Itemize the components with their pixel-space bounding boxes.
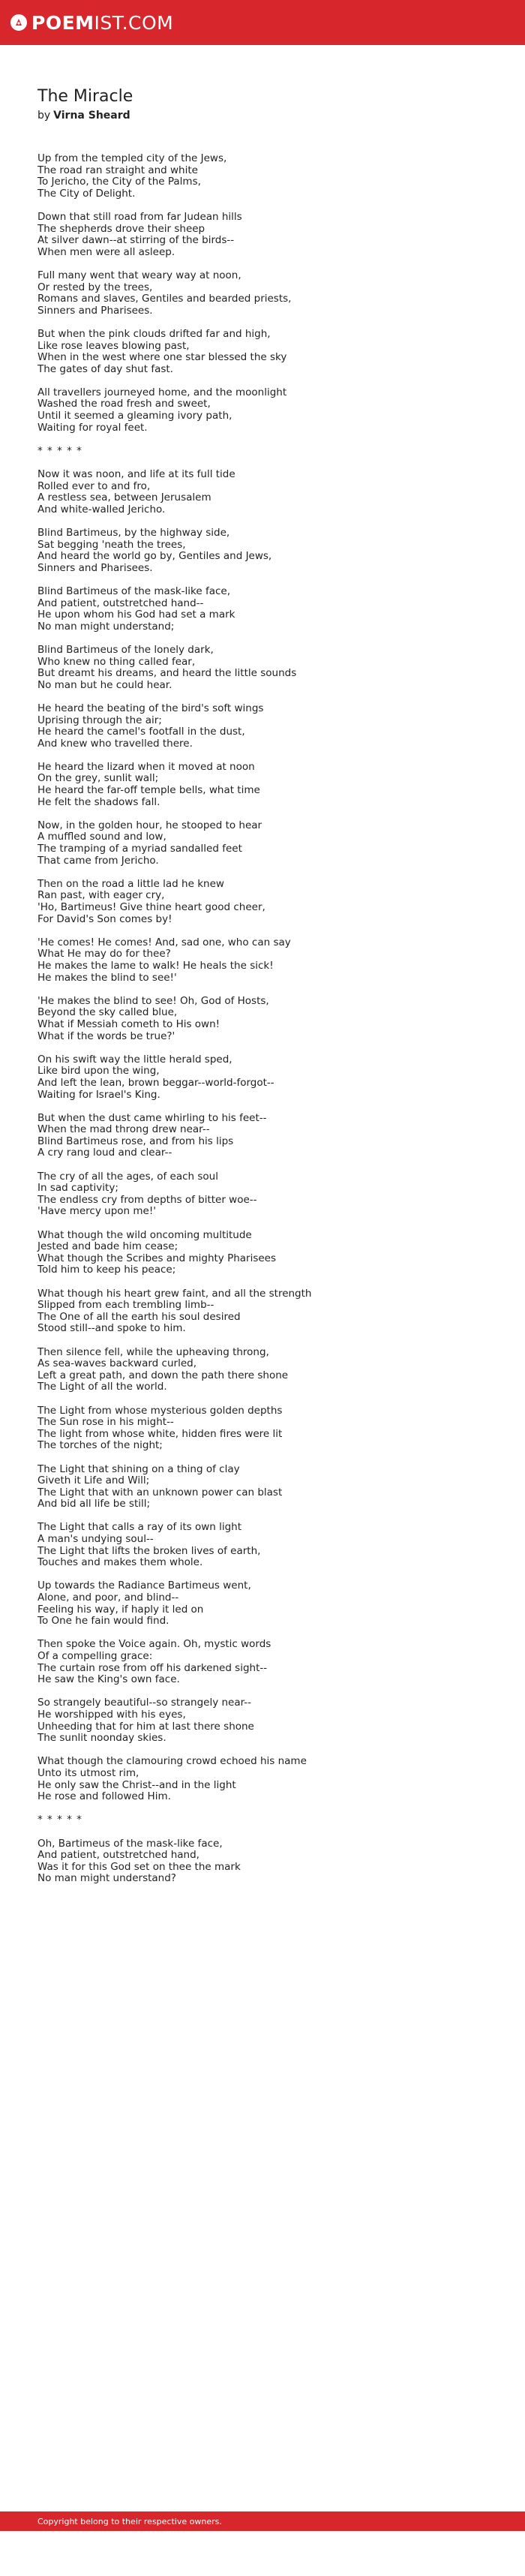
footer-copyright: Copyright belong to their respective owners. <box>38 2516 222 2526</box>
poem-line: In sad captivity; <box>38 1182 118 1195</box>
poem-line: He makes the lame to walk! He heals the sick! <box>38 959 274 972</box>
site-logo-link[interactable] <box>10 11 174 34</box>
poem-line: No man but he could hear. <box>38 678 172 691</box>
stanza <box>38 1464 488 1510</box>
poem-line: Slipped from each trembling limb-- <box>38 1299 214 1312</box>
poem-line: Now, in the golden hour, he stooped to hear <box>38 819 262 831</box>
poem-line: He worshipped with his eyes, <box>38 1708 186 1721</box>
stanza <box>38 1054 488 1101</box>
poem-line: On the grey, sunlit wall; <box>38 772 159 785</box>
poem-line: Of a compelling grace: <box>38 1650 153 1662</box>
logo-bold-text: POEM <box>32 11 94 34</box>
poem-line: Uprising through the air; <box>38 714 162 726</box>
poem-line: When in the west where one star blessed the sky <box>38 351 287 364</box>
poem-line: He only saw the Christ--and in the light <box>38 1778 236 1791</box>
poem-line: At silver dawn--at stirring of the birds-- <box>38 234 235 247</box>
poem-line: Beyond the sky called blue, <box>38 1006 178 1019</box>
poem-line: On his swift way the little herald sped, <box>38 1053 232 1066</box>
stanza <box>38 1580 488 1627</box>
poem-line: The Light from whose mysterious golden depths <box>38 1404 283 1417</box>
poem-line: Alone, and poor, and blind-- <box>38 1592 179 1604</box>
stanza <box>38 820 488 867</box>
poem-line: The tramping of a myriad sandalled feet <box>38 843 242 855</box>
poem-line: He heard the camel's footfall in the dust, <box>38 726 245 738</box>
stanza <box>38 1838 488 1885</box>
poem-line: What though the wild oncoming multitude <box>38 1228 252 1241</box>
poem-line: Then spoke the Voice again. Oh, mystic words <box>38 1638 272 1651</box>
poem-line: He rose and followed Him. <box>38 1790 171 1803</box>
stanza <box>38 1171 488 1218</box>
poem-line: What though the clamouring crowd echoed his name <box>38 1755 307 1768</box>
stanza <box>38 879 488 925</box>
stanza <box>38 1405 488 1452</box>
poem-line: A man's undying soul-- <box>38 1533 154 1546</box>
stanza <box>38 1522 488 1568</box>
poem-line: Touches and makes them whole. <box>38 1556 203 1569</box>
poem-line: 'He makes the blind to see! Oh, God of Hosts, <box>38 994 269 1007</box>
stanza <box>38 1113 488 1159</box>
poem-line: The curtain rose from off his darkened sight-- <box>38 1661 268 1674</box>
stanza <box>38 1347 488 1393</box>
stanza <box>38 703 488 750</box>
poem-body <box>38 153 488 1885</box>
poem-line: Blind Bartimeus rose, and from his lips <box>38 1135 234 1147</box>
poem-line: Who knew no thing called fear, <box>38 655 196 668</box>
poem-line: But when the pink clouds drifted far and high, <box>38 327 271 340</box>
poem-line: The Light that calls a ray of its own light <box>38 1521 242 1534</box>
poem-line: Waiting for Israel's King. <box>38 1088 160 1101</box>
poem-line: Stood still--and spoke to him. <box>38 1322 186 1335</box>
poem-line: Then silence fell, while the upheaving throng, <box>38 1345 269 1358</box>
poem-line: Then on the road a little lad he knew <box>38 877 224 890</box>
stanza <box>38 528 488 574</box>
poem-line: The cry of all the ages, of each soul <box>38 1170 218 1183</box>
poem-line: What if the words be true?' <box>38 1029 176 1042</box>
poem-line: Washed the road fresh and sweet, <box>38 398 211 410</box>
stanza <box>38 762 488 808</box>
poem-line: Unheeding that for him at last there shone <box>38 1720 254 1733</box>
poem-line: What though his heart grew faint, and all the strength <box>38 1287 312 1300</box>
footer <box>0 2511 525 2531</box>
poem-line: And bid all life be still; <box>38 1498 151 1510</box>
poem-line: Oh, Bartimeus of the mask-like face, <box>38 1837 223 1850</box>
poem-line: And patient, outstretched hand, <box>38 1849 200 1862</box>
poem-line: Was it for this God set on thee the mark <box>38 1860 241 1873</box>
poem-line: When men were all asleep. <box>38 245 176 258</box>
poem-line: When the mad throng drew near-- <box>38 1123 210 1136</box>
poem-line: And patient, outstretched hand-- <box>38 597 204 609</box>
poem-line: Told him to keep his peace; <box>38 1264 176 1276</box>
poem-line: The Light that shining on a thing of clay <box>38 1462 240 1475</box>
poem-line: Until it seemed a gleaming ivory path, <box>38 410 232 422</box>
poem-line: And heard the world go by, Gentiles and Jews, <box>38 550 272 563</box>
poem-line: Blind Bartimeus of the lonely dark, <box>38 643 214 656</box>
author-link[interactable]: Virna Sheard <box>53 110 130 122</box>
stanza <box>38 153 488 200</box>
poem-line: What though the Scribes and mighty Pharisees <box>38 1252 277 1264</box>
poem-line: The Sun rose in his might-- <box>38 1416 174 1429</box>
author-by-label: by <box>38 110 51 122</box>
poem-line: The Light that with an unknown power can blast <box>38 1486 283 1498</box>
poem-line: 'Ho, Bartimeus! Give thine heart good cheer, <box>38 901 266 913</box>
stanza <box>38 1639 488 1685</box>
poem-line: The Light that lifts the broken lives of earth, <box>38 1544 261 1557</box>
author-line <box>38 108 488 123</box>
poem-line: Up towards the Radiance Bartimeus went, <box>38 1580 251 1592</box>
poem-line: All travellers journeyed home, and the moonlight <box>38 386 287 398</box>
logo-icon <box>10 14 27 31</box>
poem-line: Or rested by the trees, <box>38 281 153 293</box>
poem-line: He makes the blind to see!' <box>38 971 177 984</box>
poem-line: Like rose leaves blowing past, <box>38 339 190 352</box>
poem-line: So strangely beautiful--so strangely near-- <box>38 1697 252 1709</box>
poem-line: What if Messiah cometh to His own! <box>38 1017 220 1030</box>
poem-line: Down that still road from far Judean hills <box>38 210 242 223</box>
poem-line: But when the dust came whirling to his feet-- <box>38 1111 267 1124</box>
poem-line: A cry rang loud and clear-- <box>38 1147 172 1159</box>
stanza <box>38 469 488 516</box>
poem-line: He upon whom his God had set a mark <box>38 609 236 621</box>
poem-line: No man might understand? <box>38 1872 176 1885</box>
poem-line: 'Have mercy upon me!' <box>38 1205 156 1218</box>
poem-line: The sunlit noonday skies. <box>38 1732 166 1745</box>
poem-line: Now it was noon, and life at its full tide <box>38 468 236 481</box>
poem-line: Sat begging 'neath the trees, <box>38 538 186 551</box>
poem-line: Ran past, with eager cry, <box>38 889 165 902</box>
poem-line: A restless sea, between Jerusalem <box>38 491 212 504</box>
poem-line: He felt the shadows fall. <box>38 795 160 808</box>
poem-line: 'He comes! He comes! And, sad one, who can say <box>38 936 291 948</box>
poem-line: That came from Jericho. <box>38 854 159 867</box>
stanza <box>38 645 488 691</box>
poem-line: The gates of day shut fast. <box>38 362 173 375</box>
poem-line: The City of Delight. <box>38 187 136 200</box>
poem-line: He saw the King's own face. <box>38 1673 180 1686</box>
poem-line: The endless cry from depths of bitter woe-- <box>38 1193 257 1206</box>
poem-line: Blind Bartimeus of the mask-like face, <box>38 585 231 597</box>
stanza <box>38 1697 488 1744</box>
poem-line: The Light of all the world. <box>38 1381 167 1393</box>
poem-line: The One of all the earth his soul desired <box>38 1310 241 1323</box>
stanza <box>38 1230 488 1276</box>
poem-line: Up from the templed city of the Jews, <box>38 152 227 164</box>
logo-text <box>32 11 174 34</box>
stanza <box>38 387 488 434</box>
stanza <box>38 996 488 1042</box>
poem-line: Sinners and Pharisees. <box>38 561 153 574</box>
poem-line: The torches of the night; <box>38 1439 163 1452</box>
logo-light-text: IST.COM <box>94 11 174 34</box>
poem-line: Like bird upon the wing, <box>38 1065 160 1078</box>
poem-line: Waiting for royal feet. <box>38 421 148 434</box>
stanza <box>38 937 488 984</box>
poem-line: Rolled ever to and fro, <box>38 479 151 492</box>
poem-line: Left a great path, and down the path there shone <box>38 1369 289 1381</box>
poem-title: The Miracle <box>38 87 134 106</box>
section-divider: * * * * * <box>38 444 82 457</box>
poem-line: Blind Bartimeus, by the highway side, <box>38 527 230 539</box>
poem-line: Full many went that weary way at noon, <box>38 269 242 281</box>
stanza <box>38 1756 488 1802</box>
poem-line: Unto its utmost rim, <box>38 1766 140 1779</box>
poem-line: What He may do for thee? <box>38 948 171 960</box>
poem-line: And white-walled Jericho. <box>38 503 166 516</box>
poem-line: As sea-waves backward curled, <box>38 1357 196 1370</box>
poem-line: Jested and bade him cease; <box>38 1240 178 1253</box>
poem-line: To Jericho, the City of the Palms, <box>38 176 201 188</box>
poem-line: Feeling his way, if haply it led on <box>38 1603 204 1616</box>
poem-line: No man might understand; <box>38 620 175 633</box>
section-divider: * * * * * <box>38 1814 82 1826</box>
poem-line: For David's Son comes by! <box>38 912 172 925</box>
poem-line: He heard the far-off temple bells, what time <box>38 784 260 797</box>
stanza <box>38 586 488 633</box>
poem-line: The road ran straight and white <box>38 164 198 176</box>
stanza <box>38 1288 488 1335</box>
poem-line: And knew who travelled there. <box>38 737 193 750</box>
poem-line: But dreamt his dreams, and heard the little sounds <box>38 667 297 680</box>
stanza <box>38 329 488 375</box>
poem-line: And left the lean, brown beggar--world-forgot-- <box>38 1076 274 1089</box>
main-content <box>0 45 525 2511</box>
poem-line: He heard the lizard when it moved at noon <box>38 760 255 773</box>
poem-line: Romans and slaves, Gentiles and bearded priests, <box>38 293 292 305</box>
top-bar <box>0 0 525 45</box>
poem-line: The light from whose white, hidden fires were lit <box>38 1427 283 1440</box>
poem-line: To One he fain would find. <box>38 1615 170 1628</box>
poem-line: He heard the beating of the bird's soft wings <box>38 702 264 714</box>
stanza <box>38 212 488 258</box>
poem-line: Giveth it Life and Will; <box>38 1474 150 1487</box>
poem-line: A muffled sound and low, <box>38 831 166 843</box>
poem-line: The shepherds drove their sheep <box>38 222 206 235</box>
poem-line: Sinners and Pharisees. <box>38 304 153 317</box>
stanza <box>38 270 488 317</box>
